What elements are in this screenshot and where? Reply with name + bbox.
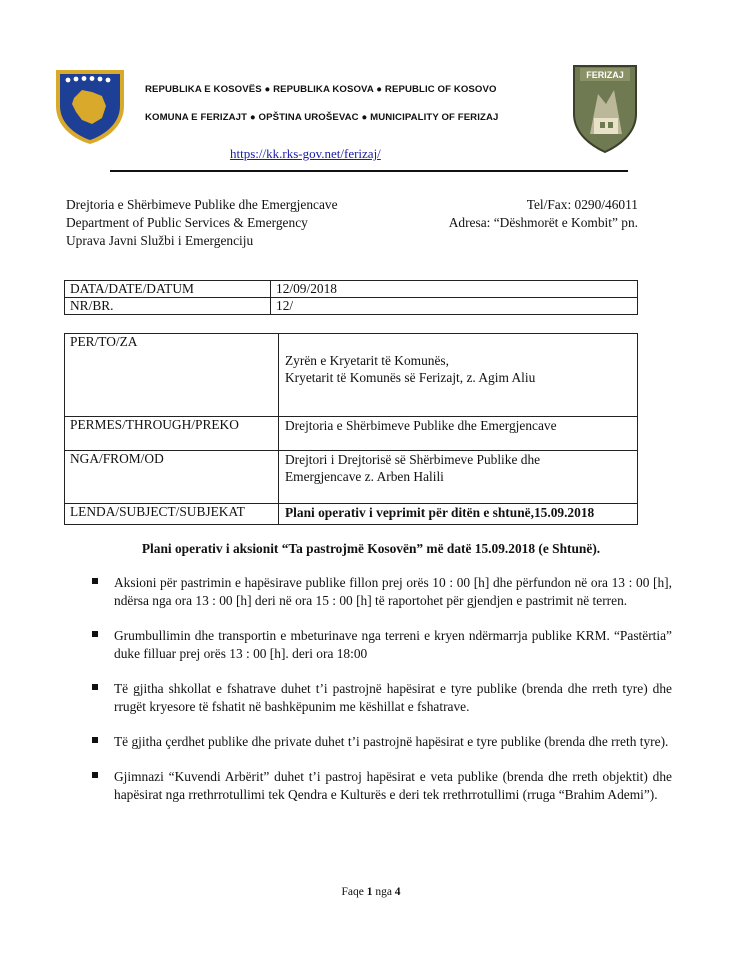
number-value: 12/ bbox=[271, 298, 638, 315]
date-row bbox=[65, 281, 638, 298]
number-label: NR/BR. bbox=[65, 298, 271, 315]
through-row bbox=[65, 417, 638, 451]
tel-fax: Tel/Fax: 0290/46011 bbox=[526, 197, 638, 212]
address: Adresa: “Dëshmorët e Kombit” pn. bbox=[448, 215, 638, 230]
subject-value: Plani operativ i veprimit për ditën e shtunë,15.09.2018 bbox=[279, 504, 638, 525]
bullet-square-icon bbox=[92, 578, 98, 584]
plan-heading: Plani operativ i aksionit “Ta pastrojmë Kosovën” më datë 15.09.2018 (e Shtunë). bbox=[141, 541, 601, 556]
bullet-list bbox=[92, 574, 672, 821]
page-total: 4 bbox=[394, 886, 401, 898]
contact-block bbox=[449, 196, 638, 232]
to-row bbox=[65, 334, 638, 417]
from-line-2: Emergjencave z. Arben Halili bbox=[285, 469, 444, 484]
from-line-1: Drejtori i Drejtorisë së Shërbimeve Publike dhe bbox=[285, 452, 541, 467]
from-label: NGA/FROM/OD bbox=[65, 451, 279, 504]
meta-table bbox=[64, 280, 638, 315]
list-item-text: Aksioni për pastrimin e hapësirave publike fillon prej orës 10 : 00 [h] dhe përfundon në ora 13 : 00 [h], ndërsa nga ora 13 : 00 [h] deri në ora 15 : 00 [h] të raportohet për gjendjen e pastrimit në terren. bbox=[114, 575, 672, 608]
bullet-square-icon bbox=[92, 772, 98, 778]
bullet-square-icon bbox=[92, 631, 98, 637]
list-item-text: Grumbullimin dhe transportin e mbeturinave nga terreni e kryen ndërmarrja publike KRM. “Pastërtia” duke filluar prej orës 13 : 00 [h]. deri ora 18:00 bbox=[114, 628, 672, 661]
page-number: 1 bbox=[366, 886, 373, 898]
emblem-label: FERIZAJ bbox=[586, 70, 624, 80]
to-line-1: Zyrën e Kryetarit të Komunës, bbox=[285, 353, 449, 368]
department-block bbox=[66, 196, 338, 250]
address-table bbox=[64, 333, 638, 525]
page-footer bbox=[0, 886, 742, 898]
bullet-square-icon bbox=[92, 737, 98, 743]
date-label: DATA/DATE/DATUM bbox=[65, 281, 271, 298]
from-value bbox=[279, 451, 638, 504]
to-value bbox=[279, 334, 638, 417]
header-country-names: REPUBLIKA E KOSOVËS ● REPUBLIKA KOSOVA ● REPUBLIC OF KOSOVO bbox=[145, 84, 497, 95]
through-value: Drejtoria e Shërbimeve Publike dhe Emergjencave bbox=[279, 417, 638, 451]
list-item bbox=[92, 680, 672, 716]
department-name-en: Department of Public Services & Emergency bbox=[66, 215, 308, 230]
list-item bbox=[92, 627, 672, 663]
to-line-2: Kryetarit të Komunës së Ferizajt, z. Agim Aliu bbox=[285, 370, 536, 385]
kosovo-coat-of-arms-icon bbox=[52, 66, 128, 146]
header-divider bbox=[110, 170, 628, 172]
number-row bbox=[65, 298, 638, 315]
through-label: PERMES/THROUGH/PREKO bbox=[65, 417, 279, 451]
subject-row bbox=[65, 504, 638, 525]
list-item bbox=[92, 574, 672, 610]
from-row bbox=[65, 451, 638, 504]
list-item bbox=[92, 733, 672, 751]
header-municipality-names: KOMUNA E FERIZAJT ● OPŠTINA UROŠEVAC ● MUNICIPALITY OF FERIZAJ bbox=[145, 112, 499, 123]
department-name-sq: Drejtoria e Shërbimeve Publike dhe Emergjencave bbox=[66, 197, 338, 212]
municipality-website-link[interactable]: https://kk.rks-gov.net/ferizaj/ bbox=[230, 146, 381, 161]
footer-prefix: Faqe bbox=[341, 886, 367, 898]
list-item-text: Gjimnazi “Kuvendi Arbërit” duhet t’i pastroj hapësirat e veta publike (brenda dhe rreth objektit) dhe hapësirat nga rrethrrotullimi tek Qendra e Kulturës e deri tek rrethrrotullimi (rruga “Brahim Ademi”). bbox=[114, 769, 672, 802]
to-label: PER/TO/ZA bbox=[65, 334, 279, 417]
ferizaj-emblem-icon bbox=[570, 64, 640, 154]
list-item-text: Të gjitha shkollat e fshatrave duhet t’i pastrojnë hapësirat e tyre publike (brenda dhe rreth tyre) dhe rrugët kryesore të fshatit në bashkëpunim me këshillat e fshatrave. bbox=[114, 681, 672, 714]
department-name-sr: Uprava Javni Službi i Emergenciju bbox=[66, 233, 254, 248]
subject-label: LENDA/SUBJECT/SUBJEKAT bbox=[65, 504, 279, 525]
date-value: 12/09/2018 bbox=[271, 281, 638, 298]
list-item-text: Të gjitha çerdhet publike dhe private duhet t’i pastrojnë hapësirat e tyre publike (brenda dhe rreth tyre). bbox=[114, 734, 669, 749]
bullet-square-icon bbox=[92, 684, 98, 690]
list-item bbox=[92, 768, 672, 804]
footer-middle: nga bbox=[372, 886, 395, 898]
